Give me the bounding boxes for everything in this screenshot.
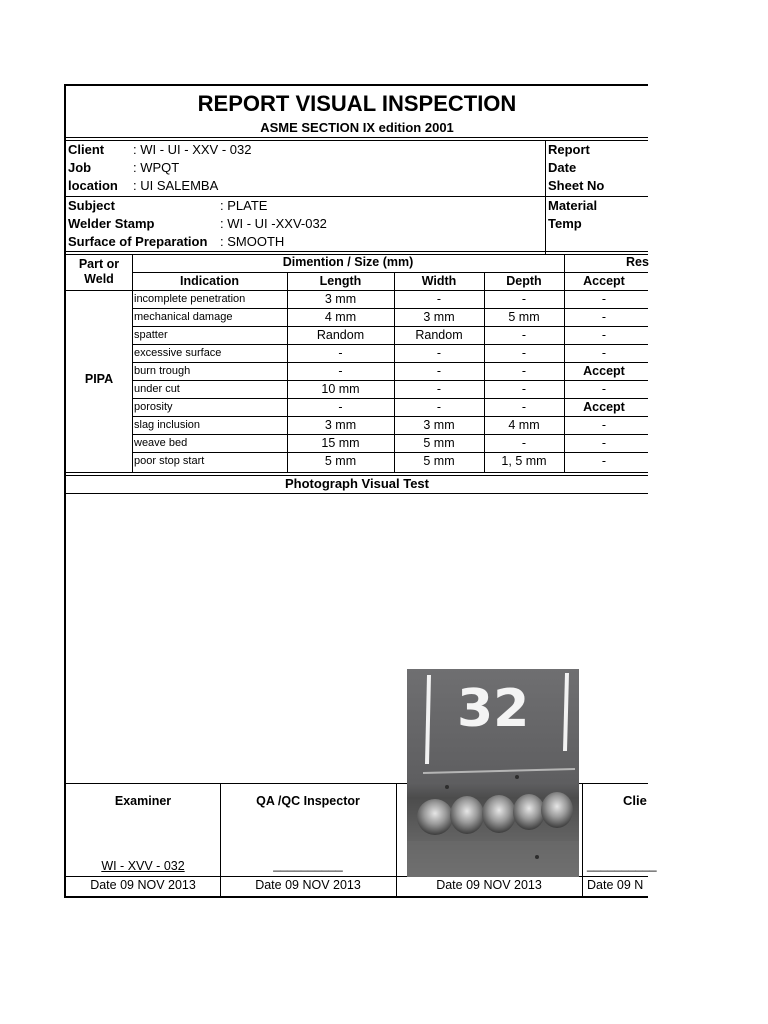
dimension-header: Dimention / Size (mm) (282, 255, 414, 269)
photo-section-title: Photograph Visual Test (285, 476, 429, 491)
depth-cell: - (521, 292, 527, 306)
depth-cell: - (521, 364, 527, 378)
date-label: Date (548, 160, 577, 175)
length-cell: 3 mm (324, 418, 357, 432)
depth-cell: - (521, 328, 527, 342)
surface-value: : SMOOTH (220, 234, 285, 249)
indication-cell: mechanical damage (134, 311, 233, 323)
depth-cell: - (521, 382, 527, 396)
width-cell: - (436, 382, 442, 396)
examiner-label: Examiner (114, 794, 172, 808)
length-cell: - (338, 400, 343, 414)
depth-cell: - (521, 436, 527, 450)
length-cell: 5 mm (324, 454, 357, 468)
subject-value: : PLATE (220, 198, 268, 213)
part-name: PIPA (84, 372, 114, 386)
material-label: Material (548, 198, 598, 213)
third-date: Date 09 NOV 2013 (436, 878, 542, 892)
length-cell: 4 mm (324, 310, 357, 324)
indication-cell: porosity (134, 401, 173, 413)
temp-label: Temp (548, 216, 582, 231)
examiner-date: Date 09 NOV 2013 (90, 878, 196, 892)
length-cell: 15 mm (321, 436, 360, 450)
accept-cell: - (601, 292, 607, 306)
subject-label: Subject (68, 198, 115, 213)
result-header: Res (626, 255, 649, 269)
indication-cell: excessive surface (134, 347, 222, 359)
qa-date: Date 09 NOV 2013 (255, 878, 361, 892)
indication-cell: burn trough (134, 365, 191, 377)
depth-header: Depth (506, 274, 542, 288)
indication-header: Indication (179, 274, 240, 288)
width-cell: 3 mm (423, 310, 455, 324)
depth-cell: - (521, 400, 527, 414)
depth-cell: 4 mm (508, 418, 540, 432)
client-signature-line: __________ (587, 858, 657, 872)
accept-cell: - (601, 310, 607, 324)
job-value: : WPQT (133, 160, 180, 175)
weld-stamp-number: 32 (457, 679, 530, 739)
indication-cell: slag inclusion (134, 419, 201, 431)
depth-cell: 1, 5 mm (501, 454, 547, 468)
width-cell: Random (415, 328, 463, 342)
accept-cell: - (601, 454, 607, 468)
length-cell: 3 mm (324, 292, 357, 306)
depth-cell: - (521, 346, 527, 360)
qa-inspector-label: QA /QC Inspector (256, 794, 360, 808)
examiner-name: WI - XVV - 032 (101, 859, 185, 873)
accept-cell: - (601, 328, 607, 342)
report-subtitle: ASME SECTION IX edition 2001 (260, 120, 454, 135)
depth-cell: 5 mm (508, 310, 540, 324)
surface-label: Surface of Preparation (68, 234, 208, 249)
accept-cell: - (601, 436, 607, 450)
width-cell: 5 mm (423, 436, 455, 450)
accept-cell: - (601, 418, 607, 432)
indication-cell: poor stop start (134, 455, 205, 467)
width-cell: - (436, 400, 442, 414)
sheet-no-label: Sheet No (548, 178, 605, 193)
location-label: location (68, 178, 118, 193)
weld-photograph (407, 669, 579, 877)
width-cell: - (436, 364, 442, 378)
qa-signature-line: __________ (273, 858, 343, 872)
length-cell: - (338, 346, 343, 360)
width-cell: 5 mm (423, 454, 455, 468)
indication-cell: weave bed (134, 437, 188, 449)
client-value: : WI - UI - XXV - 032 (133, 142, 252, 157)
accept-cell: Accept (583, 400, 625, 414)
width-cell: - (436, 346, 442, 360)
accept-cell: Accept (583, 364, 625, 378)
client-date: Date 09 N (587, 878, 644, 892)
length-cell: Random (316, 328, 365, 342)
job-label: Job (68, 160, 92, 175)
indication-cell: under cut (134, 383, 180, 395)
indication-cell: spatter (134, 329, 168, 341)
report-label: Report (548, 142, 590, 157)
client-label: Client (68, 142, 105, 157)
width-header: Width (421, 274, 457, 288)
indication-cell: incomplete penetration (134, 293, 246, 305)
length-header: Length (319, 274, 362, 288)
accept-header: Accept (583, 274, 625, 288)
client-sign-label: Clie (623, 793, 647, 808)
length-cell: 10 mm (321, 382, 360, 396)
welder-stamp-value: : WI - UI -XXV-032 (220, 216, 327, 231)
width-cell: - (436, 292, 442, 306)
welder-stamp-label: Welder Stamp (68, 216, 155, 231)
accept-cell: - (601, 382, 607, 396)
report-title: REPORT VISUAL INSPECTION (197, 91, 517, 116)
part-or-weld-header: Part or Weld (78, 257, 120, 286)
accept-cell: - (601, 346, 607, 360)
width-cell: 3 mm (423, 418, 455, 432)
location-value: : UI SALEMBA (133, 178, 219, 193)
length-cell: - (338, 364, 343, 378)
